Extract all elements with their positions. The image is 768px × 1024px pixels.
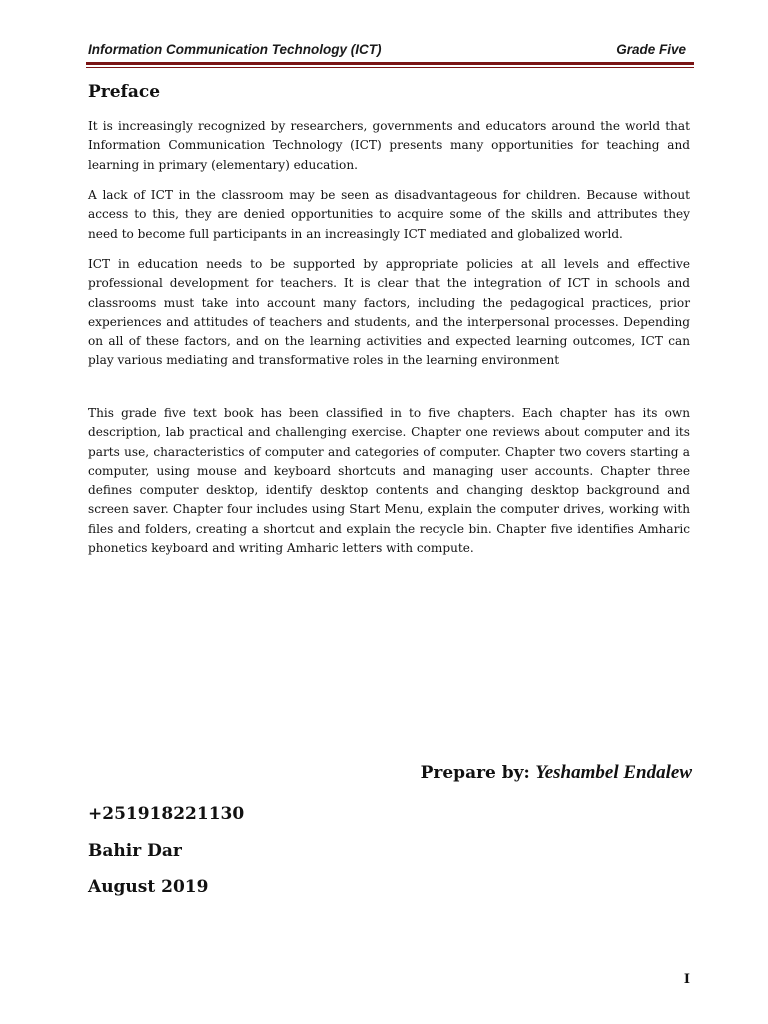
paragraph-1: It is increasingly recognized by researchers, governments and educators around the world that Information Communication Technology (ICT) presents many opportunities for teaching and learning in primary (elementary) education.: [88, 119, 690, 172]
paragraph-3: ICT in education needs to be supported by appropriate policies at all levels and effective professional development for teachers. It is clear that the integration of ICT in schools and classrooms must take into account many factors, including the pedagogical practices, prior experiences and attitudes of teachers and students, and the interpersonal processes. Depending on all of these factors, and on the learning activities and expected learning outcomes, ICT can play various mediating and transformative roles in the learning environment: [88, 257, 690, 368]
paragraph-4: This grade five text book has been classified in to five chapters. Each chapter has its own description, lab practical and challenging exercise. Chapter one reviews about computer and its parts use, characteristics of computer and categories of computer. Chapter two covers starting a computer, using mouse and keyboard shortcuts and managing user accounts. Chapter three defines computer desktop, identify desktop contents and changing desktop background and screen saver. Chapter four includes using Start Menu, explain the computer drives, working with files and folders, creating a shortcut and explain the recycle bin. Chapter five identifies Amharic phonetics keyboard and writing Amharic letters with compute.: [88, 406, 690, 556]
date: August 2019: [88, 877, 209, 897]
header-grade: Grade Five: [616, 42, 686, 57]
paragraph-2: A lack of ICT in the classroom may be seen as disadvantageous for children. Because without access to this, they are denied opportunities to acquire some of the skills and attributes they need to become full participants in an increasingly ICT mediated and globalized world.: [88, 188, 690, 241]
city: Bahir Dar: [88, 841, 182, 861]
phone-number: +251918221130: [88, 804, 245, 824]
page-number: I: [683, 972, 690, 987]
header-rule: [86, 62, 694, 65]
signature-label: Prepare by:: [420, 763, 530, 783]
header-rule-thin: [86, 67, 694, 68]
header-title: Information Communication Technology (ICT): [88, 42, 382, 57]
running-header: [88, 42, 694, 62]
page-title: Preface: [88, 82, 161, 102]
signature-line: [421, 762, 692, 784]
signature-name: Yeshambel Endalew: [535, 762, 692, 783]
